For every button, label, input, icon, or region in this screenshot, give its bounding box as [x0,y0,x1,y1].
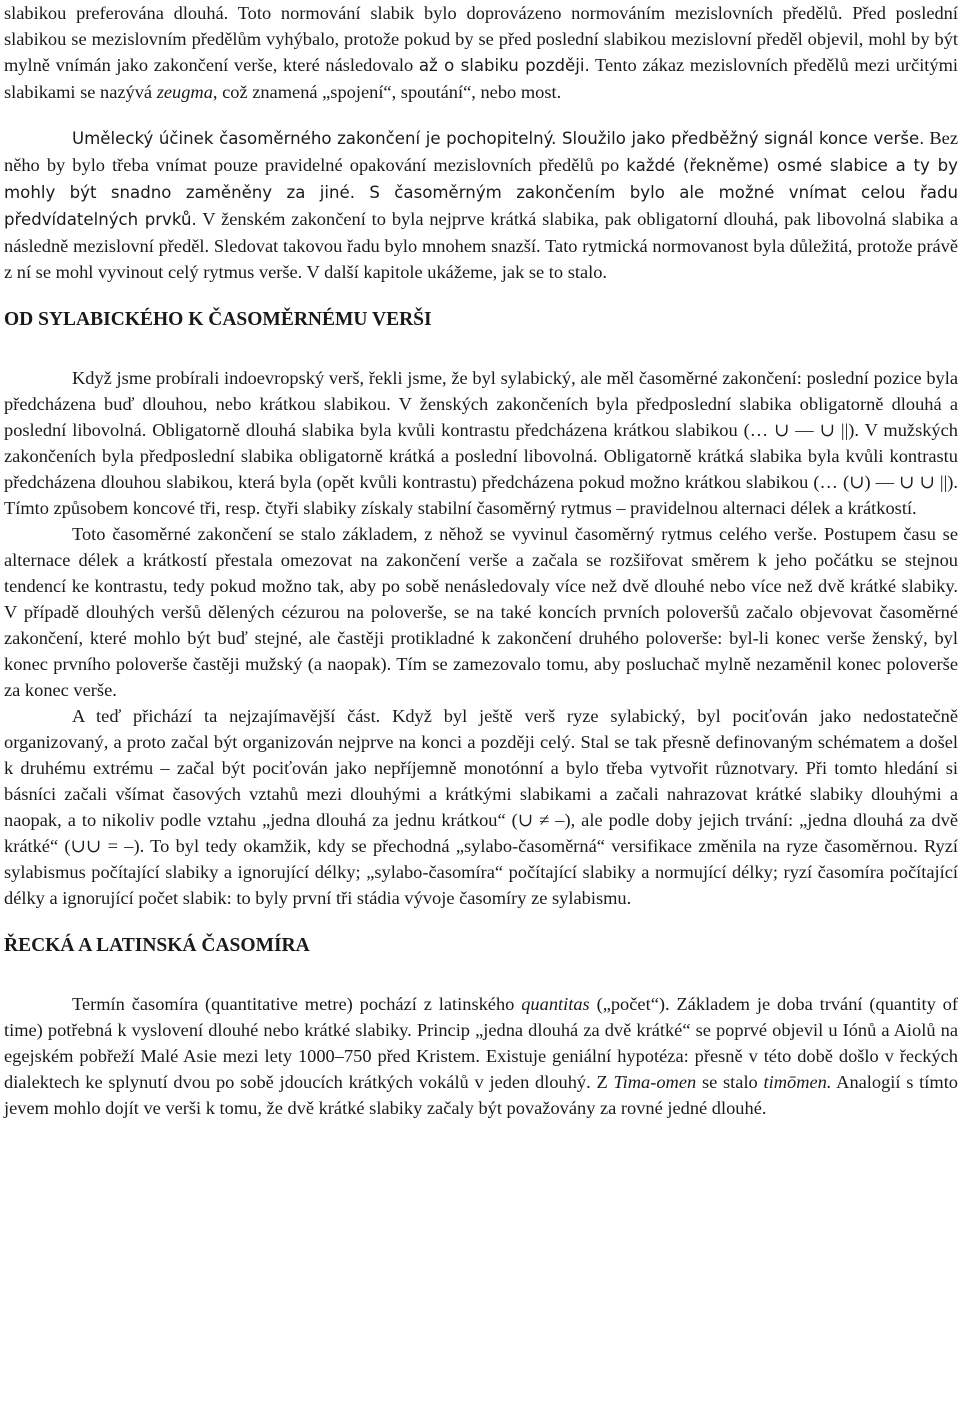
paragraph-text: každé (řekněme) osmé slabice a ty by mohly být snadno zaměněny za jiné. S časoměrným zakončením bylo ale možné vnímat celou řadu předvídatelných prvků. [4,156,958,229]
term-italic: Tima-omen [613,1072,697,1092]
section1-paragraph-2: Toto časoměrné zakončení se stalo základem, z něhož se vyvinul časoměrný rytmus celého verše. Postupem času se alternace délek a krátkostí přestala omezovat na zakončení verše a začala se rozšiřovat směrem k jeho počátku se stejnou tendencí ke kontrastu, tedy pokud možno tak, aby po sobě nenásledovaly více než dvě dlouhé nebo více než dvě krátké slabiky. V případě dlouhých veršů dělených cézurou na poloverše, se na také koncích prvních poloveršů začalo objevovat časoměrné zakončení, které mohlo být buď stejné, ale častěji protikladné k zakončení druhého poloverše: byl-li konec verše ženský, byl konec prvního poloverše častěji mužský (a naopak). Tím se zamezovalo tomu, aby posluchač mylně nezaměnil konec poloverše za konec verše. [4,524,958,700]
section-heading: ŘECKÁ A LATINSKÁ ČASOMÍRA [4,935,310,956]
paragraph-text: Umělecký účinek časoměrného zakončení je pochopitelný. Sloužilo jako předběžný signál konce verše. [72,129,925,148]
paragraph-text: Termín časomíra (quantitative metre) pochází z latinského [72,994,522,1014]
paragraph-text: se stalo [696,1072,764,1092]
section1-paragraph-1: Když jsme probírali indoevropský verš, řekli jsme, že byl sylabický, ale měl časoměrné zakončení: poslední pozice byla předcházena buď dlouhou, nebo krátkou slabikou. V ženských zakončeních byla předposlední slabika obligatorně dlouhá a poslední libovolná. Obligatorně dlouhá slabika byla kvůli kontrastu předcházena krátkou slabikou (… ∪ — ∪ ||). V mužských zakončeních byla předposlední slabika obligatorně krátká a poslední libovolná. Obligatorně krátká slabika byla kvůli kontrastu předcházena dlouhou slabikou, která byla (opět kvůli kontrastu) předcházena pokud možno krátkou slabikou (… (∪) — ∪ ∪ ||). Tímto způsobem koncové tři, resp. čtyři slabiky získaly stabilní časoměrný rytmus – pravidelnou alternaci délek a krátkostí. [4,368,958,518]
paragraph-text: Analogií s tímto jevem mohlo dojít ve verši k tomu, že dvě krátké slabiky začaly být považovány za rovné jedné dlouhé. [4,1072,959,1118]
paragraph-text: až o slabiku později. [418,56,590,75]
paragraph-text: V ženském zakončení to byla nejprve krátká slabika, pak obligatorní dlouhá, pak libovolná slabika a následně mezislovní předěl. Sledovat takovou řadu bylo mnohem snazší. Tato rytmická normovanost byla důležitá, protože právě z ní se mohl vyvinout celý rytmus verše. V další kapitole ukážeme, jak se to stalo. [4,209,958,282]
term-italic: zeugma [156,82,213,102]
intro-paragraph-2 [4,125,958,285]
paragraph-text: Tento zákaz mezislovních předělů mezi určitými slabikami se nazývá [4,55,959,102]
section2-paragraph-1 [4,991,958,1121]
paragraph-text: , což znamená „spojení“, spoutání“, nebo most. [212,82,562,102]
paragraph-text: („počet“). Základem je doba trvání (quantity of time) potřebná k vyslovení dlouhé nebo krátké slabiky. Princip „jedna dlouhá za dvě krátké“ se poprvé objevil u Iónů a Aiolů na egejském pobřeží Malé Asie mezi lety 1000–750 před Kristem. Existuje geniální hypotéza: přesně v této době došlo v řeckých dialektech ke splynutí dvou po sobě jdoucích krátkých vokálů v jeden dlouhý. Z [4,994,958,1092]
paragraph-text: Bez něho by bylo třeba vnímat pouze pravidelné opakování mezislovních předělů po [4,128,958,175]
term-italic: quantitas [521,994,590,1014]
term-italic: timōmen. [763,1072,832,1092]
section1-paragraph-3: A teď přichází ta nejzajímavější část. Když byl ještě verš ryze sylabický, byl pociťován jako nedostatečně organizovaný, a proto začal být organizován nejprve na konci a později celý. Stal se tak přesně definovaným schématem a došel k druhému extrému – začal být pociťován jako nepříjemně monotónní a bylo třeba vytvořit různotvary. Při tomto hledání si básníci začali všímat časových vztahů mezi dlouhými a krátkými slabikami a začali nahrazovat krátké slabiky dlouhými a naopak, a to nikoliv podle vztahu „jedna dlouhá za jednu krátkou“ (∪ ≠ –), ale podle doby jejich trvání: „jedna dlouhá za dvě krátké“ (∪∪ = –). To byl tedy okamžik, kdy se přechodná „sylabo-časoměrná“ versifikace změnila na ryze časoměrnou. Ryzí sylabismus počítající slabiky a ignorující délky; „sylabo-časomíra“ počítající slabiky a normující délky; ryzí časomíra počítající délky a ignorující počet slabik: to byly první tři stádia vývoje časomíry ze sylabismu. [4,706,958,908]
paragraph-text: slabikou preferována dlouhá. Toto normování slabik bylo doprovázeno normováním mezislovních předělů. Před poslední slabikou se mezislovním předělům vyhýbalo, protože pokud by se před poslední slabikou mezislovní předěl objevil, mohl by být mylně vnímán jako zakončení verše, které následovalo [4,3,958,75]
section-heading: OD SYLABICKÉHO K ČASOMĚRNÉMU VERŠI [4,309,432,330]
document-page [4,0,958,1121]
intro-paragraph-1 [4,0,958,105]
